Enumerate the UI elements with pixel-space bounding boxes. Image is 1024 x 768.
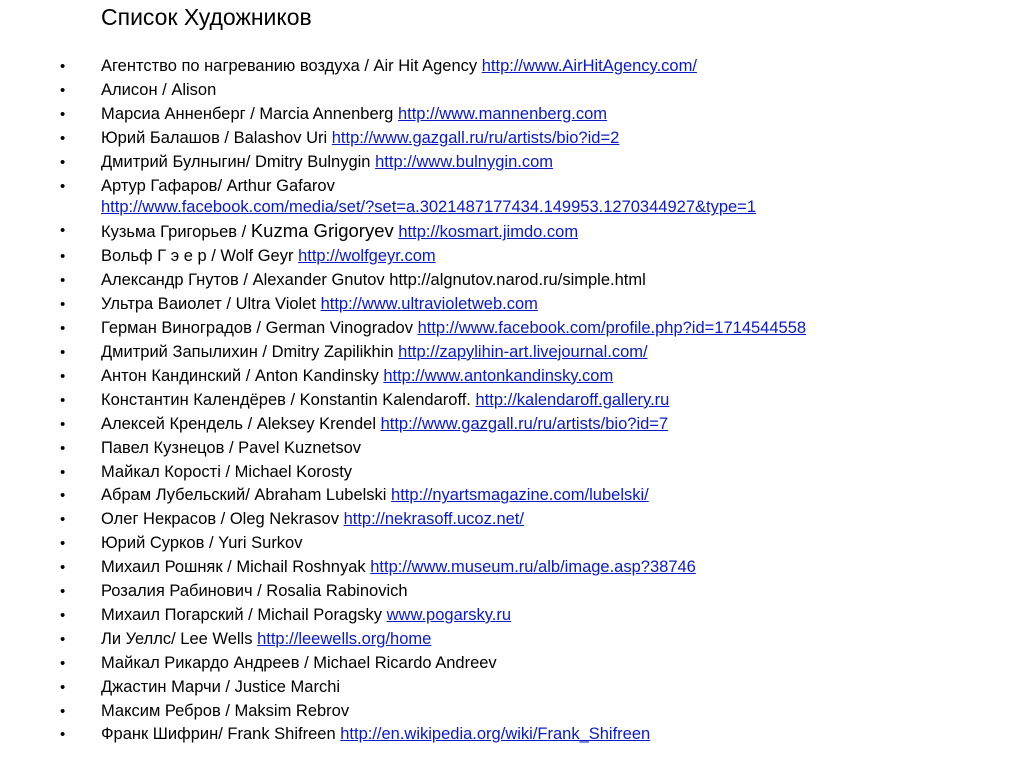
link-wrapper xyxy=(394,343,648,361)
list-item xyxy=(0,175,1024,217)
bullet-icon: • xyxy=(60,153,66,171)
list-item xyxy=(0,79,1024,103)
link-wrapper xyxy=(477,57,697,75)
list-item xyxy=(0,461,1024,485)
list-item xyxy=(0,676,1024,700)
artist-name: Герман Виноградов / German Vinogradov xyxy=(101,319,413,338)
artist-list xyxy=(0,55,1024,747)
artist-link[interactable]: http://www.bulnygin.com xyxy=(375,152,554,171)
link-wrapper xyxy=(336,725,651,743)
link-wrapper xyxy=(376,415,668,433)
bullet-icon: • xyxy=(60,702,66,720)
artist-link[interactable]: http://www.facebook.com/media/set/?set=a.3021487177434.149953.1270344927&type=1 xyxy=(101,198,756,217)
list-item xyxy=(0,365,1024,389)
bullet-icon: • xyxy=(60,248,66,266)
artist-url-text: http://algnutov.narod.ru/simple.html xyxy=(389,271,646,290)
bullet-icon: • xyxy=(60,415,66,433)
link-wrapper xyxy=(382,606,511,624)
list-item xyxy=(0,245,1024,269)
list-item xyxy=(0,437,1024,461)
bullet-icon: • xyxy=(60,320,66,338)
artist-name: Дмитрий Запылихин / Dmitry Zapilikhin xyxy=(101,342,394,361)
artist-link[interactable]: http://www.facebook.com/profile.php?id=1714544558 xyxy=(417,319,807,338)
list-item xyxy=(0,293,1024,317)
list-item xyxy=(0,556,1024,580)
link-wrapper xyxy=(366,558,696,576)
bullet-icon: • xyxy=(60,439,66,457)
artist-link[interactable]: http://zapylihin-art.livejournal.com/ xyxy=(398,342,648,361)
bullet-icon: • xyxy=(60,367,66,385)
bullet-icon: • xyxy=(60,81,66,99)
artist-name: Вольф Г э е р / Wolf Geyr xyxy=(101,247,294,266)
list-item xyxy=(0,484,1024,508)
bullet-icon: • xyxy=(60,391,66,409)
list-item xyxy=(0,700,1024,724)
bullet-icon: • xyxy=(60,535,66,553)
artist-name: Марсиа Анненберг / Marcia Annenberg xyxy=(101,104,394,123)
bullet-icon: • xyxy=(60,630,66,648)
artist-link[interactable]: http://leewells.org/home xyxy=(257,629,432,648)
link-wrapper xyxy=(327,129,619,147)
list-item xyxy=(0,219,1024,245)
list-item xyxy=(0,413,1024,437)
list-item xyxy=(0,55,1024,79)
artist-link[interactable]: http://www.mannenberg.com xyxy=(397,104,608,123)
artist-name: Михаил Погарский / Michail Poragsky xyxy=(101,605,383,624)
artist-link[interactable]: http://nyartsmagazine.com/lubelski/ xyxy=(391,486,649,505)
artist-link[interactable]: http://www.antonkandinsky.com xyxy=(383,366,614,385)
page-title: Список Художников xyxy=(101,4,312,30)
link-wrapper xyxy=(252,630,431,648)
bullet-icon: • xyxy=(60,511,66,529)
artist-link[interactable]: http://nekrasoff.ucoz.net/ xyxy=(343,510,524,529)
link-wrapper xyxy=(293,247,435,265)
list-item xyxy=(0,723,1024,747)
bullet-icon: • xyxy=(60,487,66,505)
artist-link[interactable]: http://kalendaroff.gallery.ru xyxy=(475,390,670,409)
bullet-icon: • xyxy=(60,606,66,624)
list-item xyxy=(0,127,1024,151)
artist-name: Абрам Лубельский/ Abraham Lubelski xyxy=(101,486,387,505)
link-wrapper xyxy=(371,153,554,171)
artist-name: Александр Гнутов / Alexander Gnutov xyxy=(101,271,385,290)
artist-link[interactable]: http://kosmart.jimdo.com xyxy=(398,223,579,242)
artist-name: Дмитрий Булныгин/ Dmitry Bulnygin xyxy=(101,152,371,171)
list-item xyxy=(0,317,1024,341)
bullet-icon: • xyxy=(60,343,66,361)
bullet-icon: • xyxy=(60,272,66,290)
artist-link[interactable]: http://www.museum.ru/alb/image.asp?38746 xyxy=(370,558,696,577)
list-item xyxy=(0,103,1024,127)
artist-name-prefix: Кузьма Григорьев / xyxy=(101,223,247,242)
bullet-icon: • xyxy=(60,177,66,195)
link-wrapper xyxy=(394,223,578,241)
link-wrapper xyxy=(413,319,806,337)
artist-link[interactable]: www.pogarsky.ru xyxy=(386,605,512,624)
artist-name xyxy=(101,220,394,242)
link-wrapper xyxy=(386,486,648,504)
artist-name: Ультра Ваиолет / Ultra Violet xyxy=(101,295,316,314)
bullet-icon: • xyxy=(60,222,66,240)
artist-name-large: Kuzma Grigoryev xyxy=(250,220,394,242)
bullet-icon: • xyxy=(60,678,66,696)
list-item xyxy=(0,532,1024,556)
artist-name: Ли Уеллс/ Lee Wells xyxy=(101,629,253,648)
artist-link[interactable]: http://wolfgeyr.com xyxy=(298,247,436,266)
list-item xyxy=(0,652,1024,676)
list-item xyxy=(0,389,1024,413)
bullet-icon: • xyxy=(60,129,66,147)
artist-name: Юрий Балашов / Balashov Uri xyxy=(101,128,328,147)
artist-name: Максим Ребров / Maksim Rebrov xyxy=(101,701,350,720)
bullet-icon: • xyxy=(60,463,66,481)
artist-link[interactable]: http://www.ultravioletweb.com xyxy=(320,295,538,314)
artist-name: Юрий Сурков / Yuri Surkov xyxy=(101,534,303,553)
artist-name: Артур Гафаров/ Arthur Gafarov xyxy=(101,176,335,195)
artist-name: Агентство по нагреванию воздуха / Air Hit Agency xyxy=(101,57,478,75)
artist-link[interactable]: http://www.AirHitAgency.com/ xyxy=(481,57,697,75)
artist-name: Константин Календёрев / Konstantin Kalendaroff. xyxy=(101,390,471,409)
link-wrapper xyxy=(471,391,669,409)
list-item xyxy=(0,151,1024,175)
bullet-icon: • xyxy=(60,726,66,744)
artist-link[interactable]: http://en.wikipedia.org/wiki/Frank_Shifreen xyxy=(340,725,651,744)
bullet-icon: • xyxy=(60,559,66,577)
artist-link[interactable]: http://www.gazgall.ru/ru/artists/bio?id=2 xyxy=(331,128,620,147)
artist-name: Алексей Крендель / Aleksey Krendel xyxy=(101,414,376,433)
list-item xyxy=(0,628,1024,652)
bullet-icon: • xyxy=(60,105,66,123)
artist-name: Олег Некрасов / Oleg Nekrasov xyxy=(101,510,339,529)
artist-name: Франк Шифрин/ Frank Shifreen xyxy=(101,725,336,744)
artist-name: Михаил Рошняк / Michail Roshnyak xyxy=(101,558,366,577)
list-item xyxy=(0,341,1024,365)
link-wrapper xyxy=(316,295,538,313)
link-wrapper xyxy=(393,105,607,123)
artist-name: Павел Кузнецов / Pavel Kuznetsov xyxy=(101,438,362,457)
bullet-icon: • xyxy=(60,296,66,314)
link-wrapper xyxy=(101,198,1024,216)
list-item xyxy=(0,604,1024,628)
bullet-icon: • xyxy=(60,654,66,672)
list-item xyxy=(0,269,1024,293)
artist-name: Майкал Рикардо Андреев / Michael Ricardo Andreev xyxy=(101,653,497,672)
link-wrapper xyxy=(379,367,613,385)
artist-name: Джастин Марчи / Justice Marchi xyxy=(101,677,341,696)
artist-name: Антон Кандинский / Anton Kandinsky xyxy=(101,366,379,385)
bullet-icon: • xyxy=(60,583,66,601)
bullet-icon: • xyxy=(60,58,66,75)
artist-link[interactable]: http://www.gazgall.ru/ru/artists/bio?id=7 xyxy=(380,414,669,433)
list-item xyxy=(0,508,1024,532)
artist-name: Алисон / Alison xyxy=(101,80,217,99)
link-wrapper xyxy=(339,510,524,528)
artist-name: Майкал Коростi / Michael Korosty xyxy=(101,462,353,481)
artist-name: Розалия Рабинович / Rosalia Rabinovich xyxy=(101,582,408,601)
list-item xyxy=(0,580,1024,604)
